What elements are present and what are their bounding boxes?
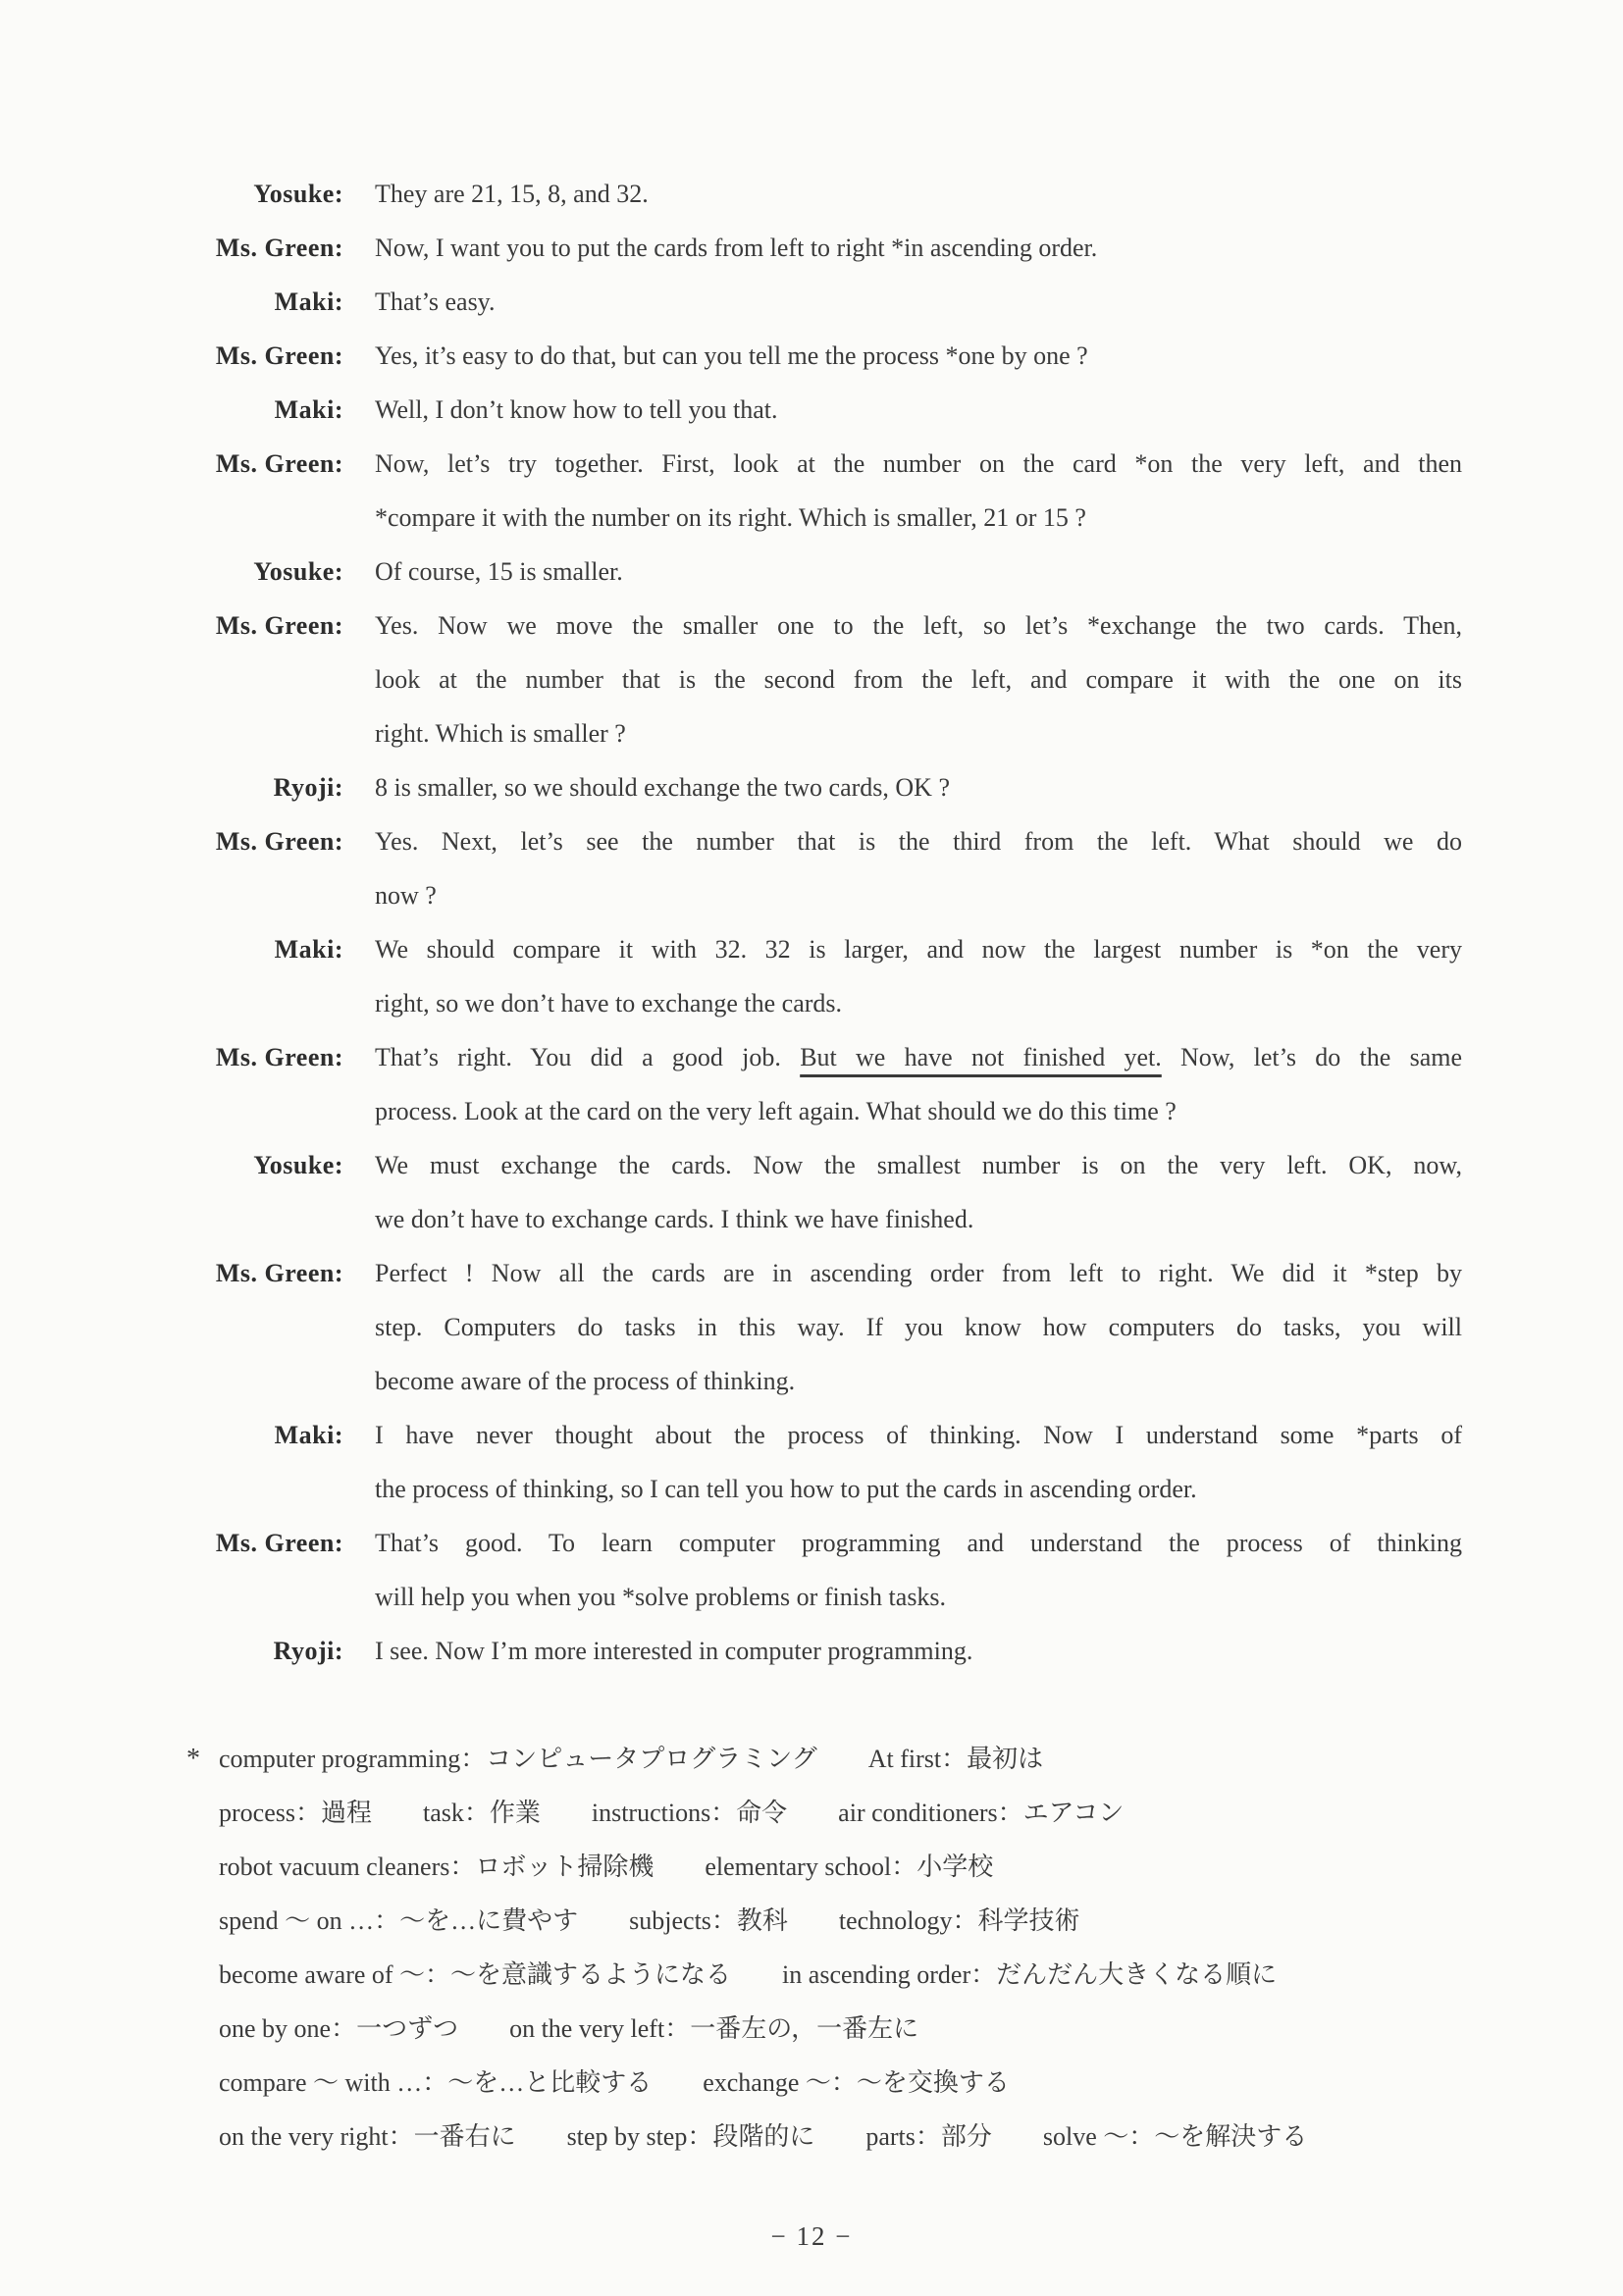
speaker-label: Ryoji:: [273, 1637, 343, 1665]
dialogue-turn: [192, 167, 1462, 221]
speech-text: [375, 814, 1462, 922]
speaker-label: Ms. Green:: [215, 341, 343, 370]
dialogue-section: [192, 167, 1462, 1678]
glossary-line: compare ～ with …：～を…と比較する exchange ～：～を交換する: [219, 2068, 1010, 2097]
speech-line: I have never thought about the process of thinking. Now I understand some *parts of: [375, 1421, 1462, 1449]
glossary-line: process：過程 task：作業 instructions：命令 air conditioners：エアコン: [219, 1799, 1125, 1827]
dialogue-turn: [192, 1408, 1462, 1516]
speaker-label: Ms. Green:: [215, 1529, 343, 1557]
dialogue-turn: [192, 1624, 1462, 1678]
speech-text: [375, 329, 1462, 383]
speech-line: We must exchange the cards. Now the smallest number is on the very left. OK, now,: [375, 1151, 1462, 1179]
speech-line: right. Which is smaller ?: [375, 719, 626, 748]
glossary-section: [186, 1732, 1465, 2164]
speech-text: [375, 221, 1462, 275]
speech-segment: That’s right. You did a good job.: [375, 1043, 801, 1071]
speech-line: Yes, it’s easy to do that, but can you tell me the process *one by one ?: [375, 341, 1088, 370]
speech-line: *compare it with the number on its right. Which is smaller, 21 or 15 ?: [375, 503, 1086, 532]
dialogue-turn: [192, 1246, 1462, 1408]
speaker-label: Ryoji:: [273, 773, 343, 802]
speech-text: [375, 1408, 1462, 1516]
glossary-line: one by one：一つずつ on the very left：一番左の，一番左に: [219, 2014, 919, 2043]
speech-line: will help you when you *solve problems or finish tasks.: [375, 1583, 947, 1611]
speaker-label: Ms. Green:: [215, 827, 343, 856]
speech-line: Perfect ! Now all the cards are in ascending order from left to right. We did it *step by: [375, 1259, 1462, 1287]
dialogue-turn: [192, 1138, 1462, 1246]
speaker-label: Yosuke:: [253, 557, 343, 586]
speech-line: the process of thinking, so I can tell you how to put the cards in ascending order.: [375, 1475, 1197, 1503]
dialogue-turn: [192, 221, 1462, 275]
speech-text: [375, 1516, 1462, 1624]
speech-line: Well, I don’t know how to tell you that.: [375, 395, 778, 424]
glossary-lines: [219, 1732, 1465, 2164]
speech-line: Yes. Next, let’s see the number that is the third from the left. What should we do: [375, 827, 1462, 856]
speech-line: Now, let’s try together. First, look at the number on the card *on the very left, and then: [375, 449, 1462, 478]
dialogue-turn: [192, 437, 1462, 545]
glossary-line: spend ～ on …：～を…に費やす subjects：教科 technology：科学技術: [219, 1906, 1080, 1935]
speech-line: become aware of the process of thinking.: [375, 1367, 796, 1395]
glossary-line: robot vacuum cleaners：ロボット掃除機 elementary school：小学校: [219, 1852, 994, 1881]
glossary-asterisk-marker: *: [186, 1744, 200, 1774]
speech-line: look at the number that is the second from the left, and compare it with the one on its: [375, 665, 1462, 694]
speech-line: They are 21, 15, 8, and 32.: [375, 180, 649, 208]
speech-line: process. Look at the card on the very left again. What should we do this time ?: [375, 1097, 1177, 1125]
speaker-label: Ms. Green:: [215, 234, 343, 262]
speech-text: [375, 545, 1462, 599]
speaker-label: Maki:: [274, 935, 343, 964]
speaker-label: Yosuke:: [253, 180, 343, 208]
speaker-label: Ms. Green:: [215, 611, 343, 640]
speech-line: Yes. Now we move the smaller one to the left, so let’s *exchange the two cards. Then,: [375, 611, 1462, 640]
speech-line: Of course, 15 is smaller.: [375, 557, 623, 586]
speech-text: [375, 167, 1462, 221]
speech-line: we don’t have to exchange cards. I think we have finished.: [375, 1205, 974, 1233]
speaker-label: Maki:: [274, 287, 343, 316]
speech-text: [375, 383, 1462, 437]
speaker-label: Ms. Green:: [215, 1043, 343, 1071]
dialogue-turn: [192, 922, 1462, 1030]
glossary-line: computer programming：コンピュータプログラミング At first：最初は: [219, 1745, 1044, 1773]
speech-text: [375, 1246, 1462, 1408]
dialogue-turn: [192, 1516, 1462, 1624]
dialogue-turn: [192, 545, 1462, 599]
speaker-label: Maki:: [274, 395, 343, 424]
speech-text: [375, 275, 1462, 329]
speech-text: [375, 1624, 1462, 1678]
speech-text: [375, 760, 1462, 814]
speech-segment: Now, let’s do the same: [1161, 1043, 1462, 1071]
speech-line: We should compare it with 32. 32 is larger, and now the largest number is *on the very: [375, 935, 1462, 964]
dialogue-turn: [192, 814, 1462, 922]
speaker-label: Yosuke:: [253, 1151, 343, 1179]
underlined-phrase: But we have not finished yet.: [800, 1043, 1162, 1071]
speaker-label: Maki:: [274, 1421, 343, 1449]
speech-text: [375, 1138, 1462, 1246]
speech-line: [375, 1030, 1462, 1084]
speech-line: now ?: [375, 881, 437, 910]
speech-line: right, so we don’t have to exchange the cards.: [375, 989, 843, 1018]
speaker-label: Ms. Green:: [215, 449, 343, 478]
speech-line: Now, I want you to put the cards from left to right *in ascending order.: [375, 234, 1098, 262]
glossary-line: on the very right：一番右に step by step：段階的に parts：部分 solve ～：～を解決する: [219, 2122, 1308, 2151]
speech-text: [375, 1030, 1462, 1138]
speech-line: step. Computers do tasks in this way. If you know how computers do tasks, you will: [375, 1313, 1462, 1341]
dialogue-turn: [192, 275, 1462, 329]
speaker-label: Ms. Green:: [215, 1259, 343, 1287]
speech-text: [375, 922, 1462, 1030]
dialogue-turn: [192, 1030, 1462, 1138]
speech-text: [375, 599, 1462, 760]
speech-line: I see. Now I’m more interested in computer programming.: [375, 1637, 973, 1665]
glossary-line: become aware of ～：～を意識するようになる in ascending order：だんだん大きくなる順に: [219, 1960, 1278, 1989]
page-number: − 12 −: [770, 2221, 853, 2251]
speech-line: That’s good. To learn computer programming and understand the process of thinking: [375, 1529, 1462, 1557]
dialogue-turn: [192, 383, 1462, 437]
speech-line: 8 is smaller, so we should exchange the two cards, OK ?: [375, 773, 950, 802]
dialogue-turn: [192, 760, 1462, 814]
dialogue-turn: [192, 599, 1462, 760]
speech-line: That’s easy.: [375, 287, 496, 316]
speech-text: [375, 437, 1462, 545]
dialogue-turn: [192, 329, 1462, 383]
